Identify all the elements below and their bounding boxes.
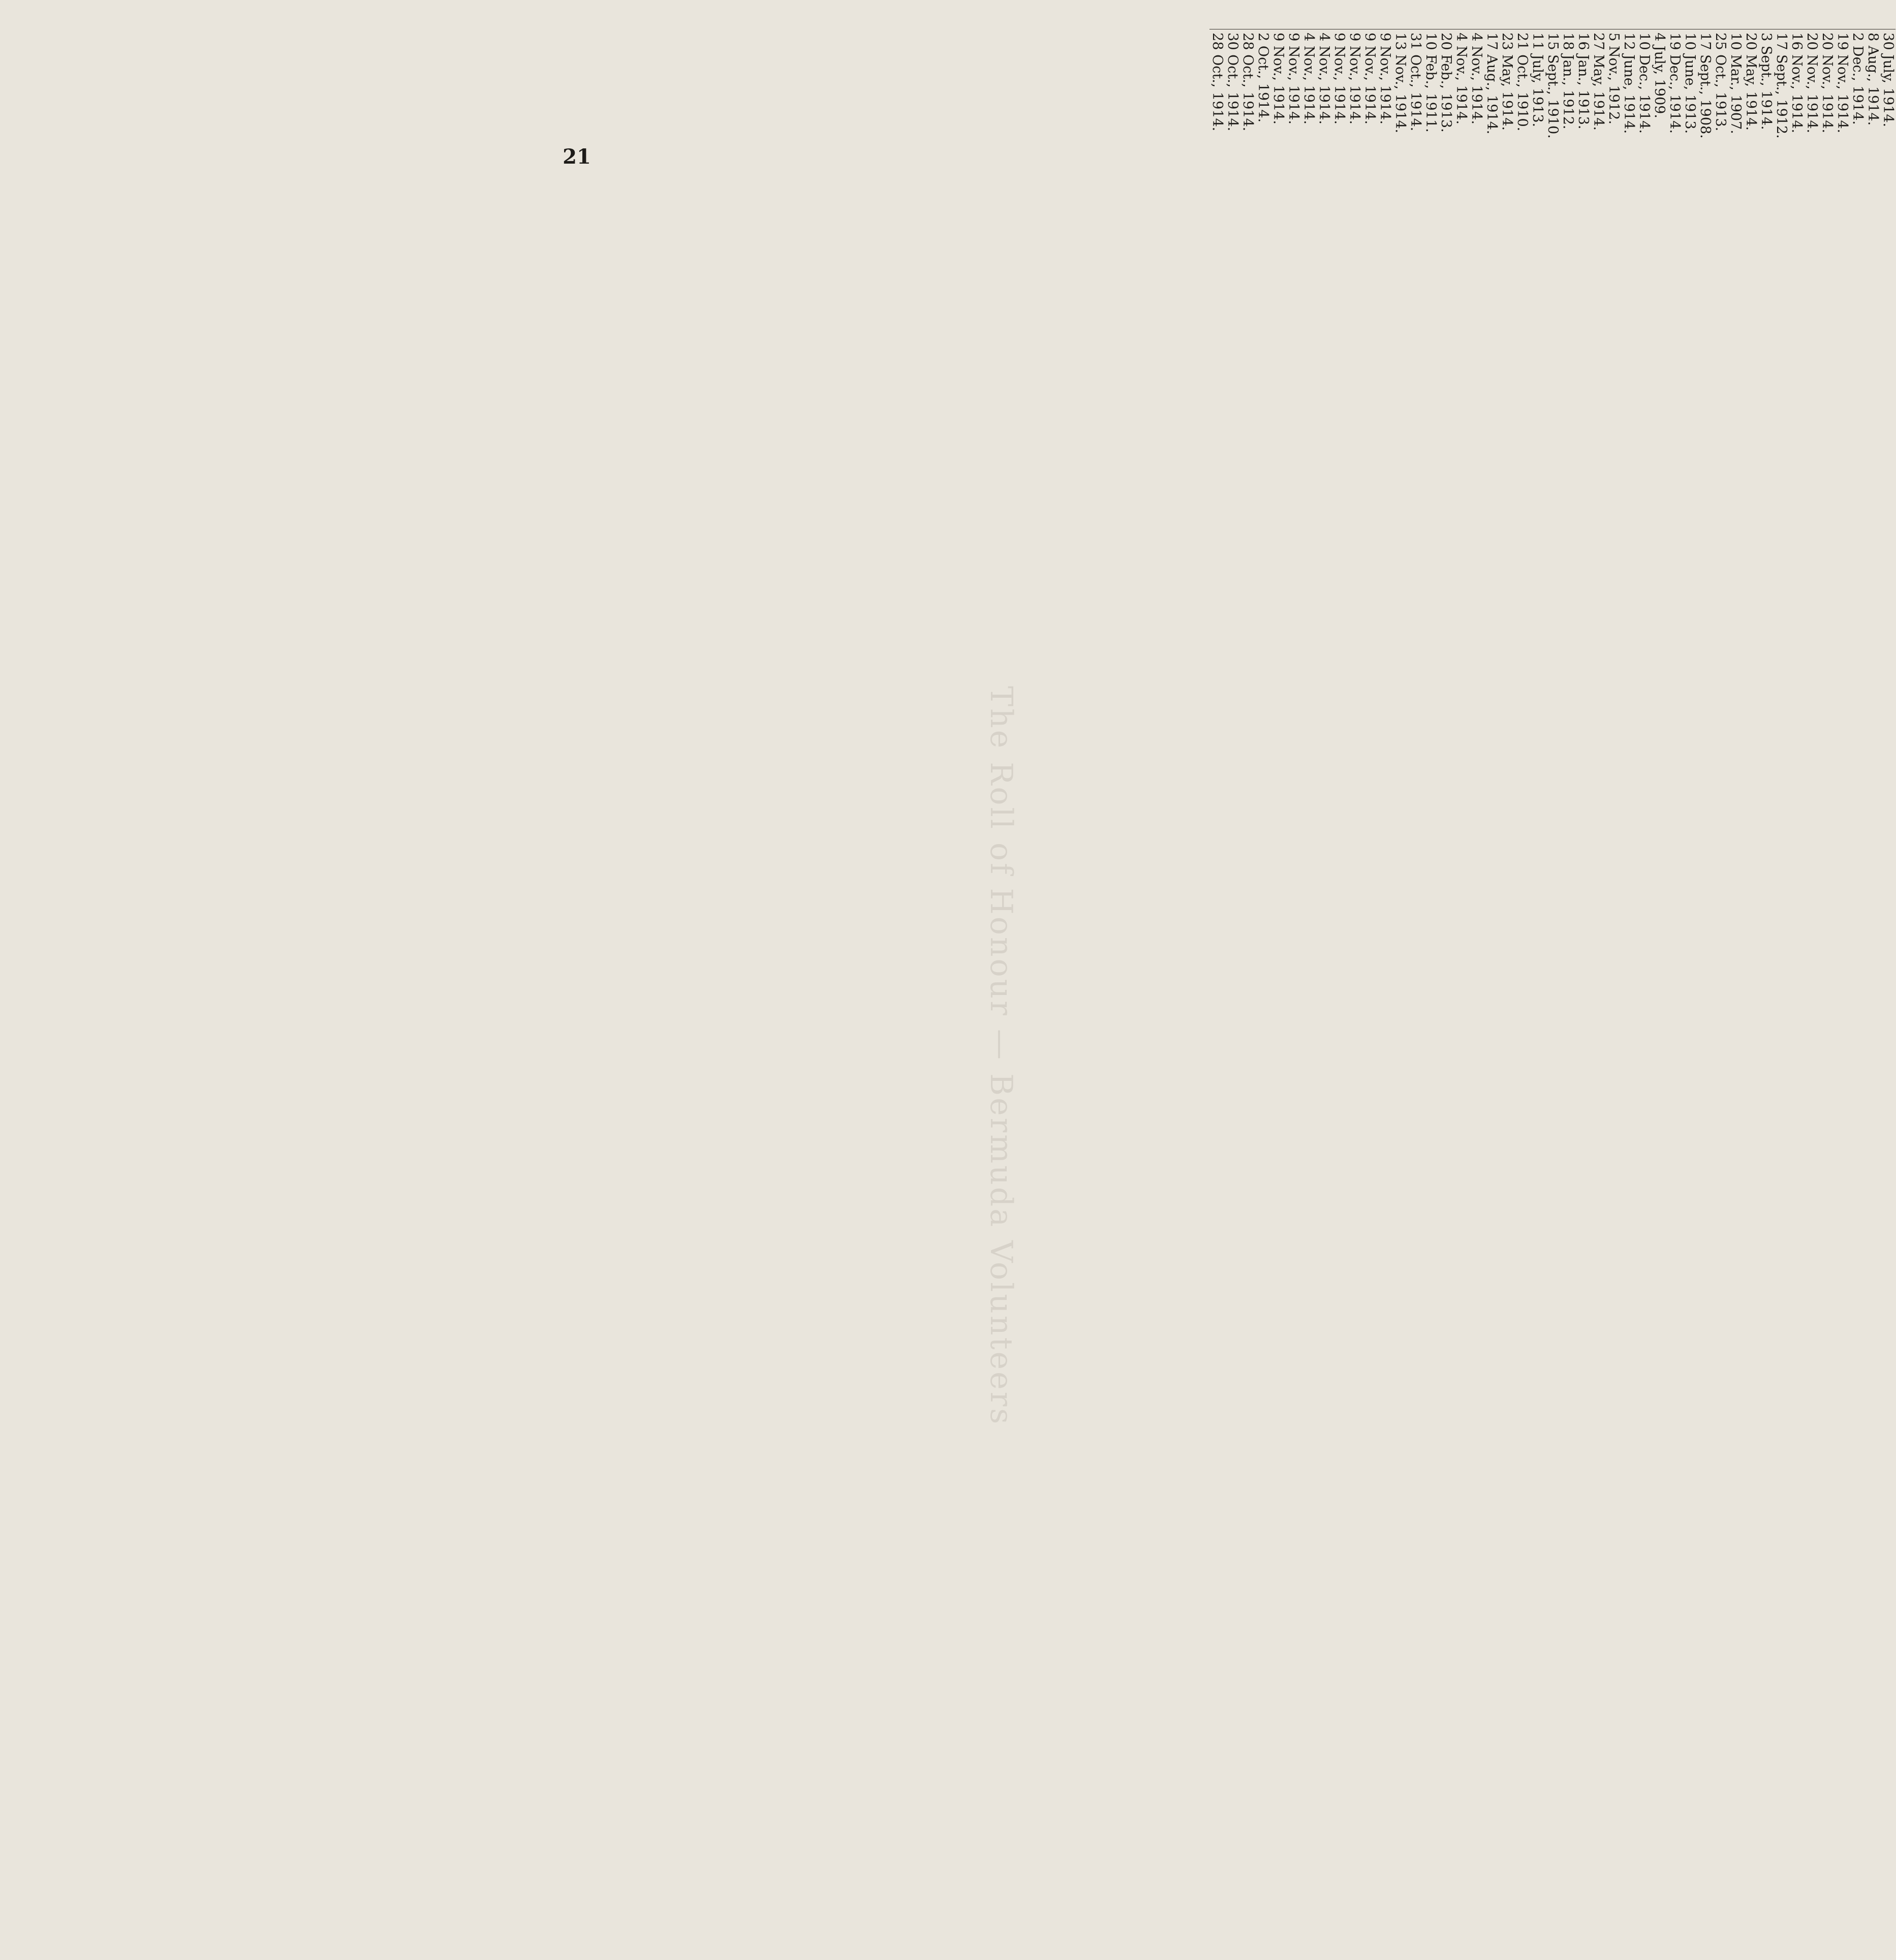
enlistment-date-cell: 16 Nov., 1914. [1789, 29, 1804, 196]
enlistment-date-cell: 28 Oct., 1914. [1209, 29, 1225, 196]
table-row [1682, 0, 1697, 196]
table-row [1789, 0, 1804, 196]
table-row [1240, 0, 1255, 196]
station-cell [1682, 0, 1697, 29]
table-row [1591, 0, 1606, 196]
station-cell [1621, 0, 1636, 29]
enlistment-date-cell: 4 July, 1909. [1652, 29, 1667, 196]
station-cell [1209, 0, 1225, 29]
station-cell [1789, 0, 1804, 29]
enlistment-date-cell: 8 Aug., 1914. [1865, 29, 1880, 196]
station-cell [1347, 0, 1362, 29]
enlistment-date-cell: 19 Dec., 1914. [1667, 29, 1682, 196]
table-row [1255, 0, 1270, 196]
table-row [1636, 0, 1652, 196]
table-row [1423, 0, 1438, 196]
enlistment-date-cell: 9 Nov., 1914. [1347, 29, 1362, 196]
enlistment-date-cell: 17 Aug., 1914. [1484, 29, 1499, 196]
station-cell [1575, 0, 1591, 29]
enlistment-date-cell: 11 July, 1913. [1530, 29, 1545, 196]
table-row [1514, 0, 1530, 196]
station-cell [1453, 0, 1469, 29]
table-row [1392, 0, 1408, 196]
station-cell [1850, 0, 1865, 29]
station-cell [1499, 0, 1514, 29]
table-row [1774, 0, 1789, 196]
enlistment-date-cell: 9 Nov., 1914. [1286, 29, 1301, 196]
station-cell [1835, 0, 1850, 29]
station-cell [1240, 0, 1255, 29]
station-cell [1560, 0, 1575, 29]
station-cell [1438, 0, 1453, 29]
table-row [1530, 0, 1545, 196]
station-cell [1255, 0, 1270, 29]
table-row [1743, 0, 1758, 196]
station-cell [1331, 0, 1347, 29]
enlistment-date-cell: 16 Jan., 1913. [1575, 29, 1591, 196]
table-wrap [996, 0, 1895, 196]
station-cell [1819, 0, 1835, 29]
station-cell [1270, 0, 1286, 29]
enlistment-date-cell: 9 Nov., 1914. [1377, 29, 1392, 196]
table-row [1804, 0, 1819, 196]
enlistment-date-cell: 4 Nov., 1914. [1301, 29, 1316, 196]
enlistment-date-cell: 4 Nov., 1914. [1316, 29, 1331, 196]
table-row [1850, 0, 1865, 196]
station-cell [1865, 0, 1880, 29]
station-cell [1423, 0, 1438, 29]
roll-table-body [1209, 0, 1895, 196]
table-row [1728, 0, 1743, 196]
enlistment-date-cell: 20 Feb., 1913. [1438, 29, 1453, 196]
table-row [1667, 0, 1682, 196]
table-row [1331, 0, 1347, 196]
station-cell [1286, 0, 1301, 29]
table-row [1286, 0, 1301, 196]
enlistment-date-cell: 19 Nov., 1914. [1835, 29, 1850, 196]
enlistment-date-cell: 9 Nov., 1914. [1270, 29, 1286, 196]
station-cell [1636, 0, 1652, 29]
table-row [1621, 0, 1636, 196]
enlistment-date-cell: 10 Dec., 1914. [1636, 29, 1652, 196]
station-cell [1606, 0, 1621, 29]
table-row [1697, 0, 1713, 196]
station-cell [1743, 0, 1758, 29]
table-row [1316, 0, 1331, 196]
enlistment-date-cell: 9 Nov., 1914. [1362, 29, 1377, 196]
station-cell [1880, 0, 1895, 29]
station-cell [1377, 0, 1392, 29]
station-cell [1652, 0, 1667, 29]
station-cell [1484, 0, 1499, 29]
station-cell [1774, 0, 1789, 29]
station-cell [1713, 0, 1728, 29]
table-row [1225, 0, 1240, 196]
table-row [1499, 0, 1514, 196]
enlistment-date-cell: 30 Oct., 1914. [1225, 29, 1240, 196]
station-cell [1316, 0, 1331, 29]
enlistment-date-cell: 12 June, 1914. [1621, 29, 1636, 196]
table-row [1575, 0, 1591, 196]
station-cell [1362, 0, 1377, 29]
enlistment-date-cell: 15 Sept., 1910. [1545, 29, 1560, 196]
page-number: 21 [563, 145, 591, 169]
table-row [1469, 0, 1484, 196]
enlistment-date-cell: 30 July, 1914. [1880, 29, 1895, 196]
table-row [1758, 0, 1774, 196]
station-cell [1392, 0, 1408, 29]
table-row [1301, 0, 1316, 196]
watermark: The Roll of Honour — Bermuda Volunteers [983, 686, 1019, 1426]
station-cell [1804, 0, 1819, 29]
enlistment-date-cell: 21 Oct., 1910. [1514, 29, 1530, 196]
table-row [1347, 0, 1362, 196]
table-row [1362, 0, 1377, 196]
enlistment-date-cell: 3 Sept., 1914. [1758, 29, 1774, 196]
station-cell [1728, 0, 1743, 29]
table-row [1270, 0, 1286, 196]
enlistment-date-cell: 28 Oct., 1914. [1240, 29, 1255, 196]
station-cell [1545, 0, 1560, 29]
station-cell [1667, 0, 1682, 29]
station-cell [1469, 0, 1484, 29]
enlistment-date-cell: 13 Nov., 1914. [1392, 29, 1408, 196]
table-row [1819, 0, 1835, 196]
table-row [1209, 0, 1225, 196]
table-row [1560, 0, 1575, 196]
enlistment-date-cell: 25 Oct., 1913. [1713, 29, 1728, 196]
enlistment-date-cell: 4 Nov., 1914. [1469, 29, 1484, 196]
enlistment-date-cell: 2 Dec., 1914. [1850, 29, 1865, 196]
table-row [1865, 0, 1880, 196]
enlistment-date-cell: 9 Nov., 1914. [1331, 29, 1347, 196]
table-row [1438, 0, 1453, 196]
station-cell [1591, 0, 1606, 29]
enlistment-date-cell: 18 Jan., 1912. [1560, 29, 1575, 196]
station-cell [1514, 0, 1530, 29]
station-cell [1758, 0, 1774, 29]
enlistment-date-cell: 2 Oct., 1914. [1255, 29, 1270, 196]
station-cell [1697, 0, 1713, 29]
table-row [1606, 0, 1621, 196]
table-row [1408, 0, 1423, 196]
enlistment-date-cell: 27 May, 1914. [1591, 29, 1606, 196]
enlistment-date-cell: 17 Sept., 1912. [1774, 29, 1789, 196]
rotated-table-container [996, 0, 1895, 196]
enlistment-date-cell: 10 June, 1913. [1682, 29, 1697, 196]
station-cell [1530, 0, 1545, 29]
enlistment-date-cell: 23 May, 1914. [1499, 29, 1514, 196]
enlistment-date-cell: 20 May, 1914. [1743, 29, 1758, 196]
enlistment-date-cell: 5 Nov., 1912. [1606, 29, 1621, 196]
table-row [1652, 0, 1667, 196]
table-row [1880, 0, 1895, 196]
enlistment-date-cell: 10 Mar., 1907. [1728, 29, 1743, 196]
table-row [1835, 0, 1850, 196]
table-row [1377, 0, 1392, 196]
enlistment-date-cell: 4 Nov., 1914. [1453, 29, 1469, 196]
enlistment-date-cell: 20 Nov., 1914. [1804, 29, 1819, 196]
enlistment-date-cell: 10 Feb., 1911. [1423, 29, 1438, 196]
table-row [1545, 0, 1560, 196]
enlistment-date-cell: 31 Oct., 1914. [1408, 29, 1423, 196]
table-row [1453, 0, 1469, 196]
enlistment-date-cell: 17 Sept., 1908. [1697, 29, 1713, 196]
table-row [1713, 0, 1728, 196]
station-cell [1408, 0, 1423, 29]
table-row [1484, 0, 1499, 196]
station-cell [1301, 0, 1316, 29]
enlistment-date-cell: 20 Nov., 1914. [1819, 29, 1835, 196]
station-cell [1225, 0, 1240, 29]
roll-table [1209, 0, 1895, 196]
